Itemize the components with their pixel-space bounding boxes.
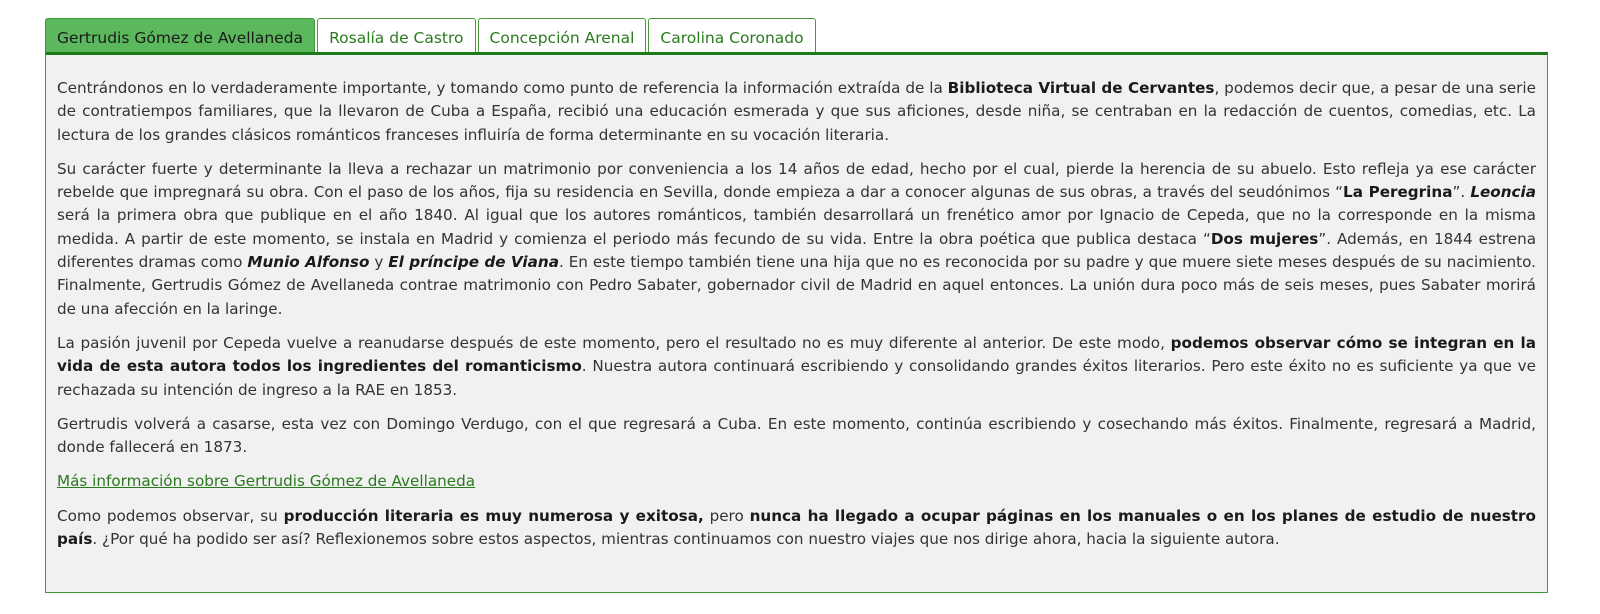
work-title: El príncipe de Viana xyxy=(388,253,559,272)
text: Gertrudis volverá a casarse, esta vez con Domingo Verdugo, con el que regresará a Cuba. En este momento, continúa escribiendo y cosechando más éxitos. Finalmente, regresará a Madrid, donde fallecerá en 1873. xyxy=(57,414,1536,457)
text: La pasión juvenil por Cepeda vuelve a reanudarse después de este momento, pero el resultado no es muy diferente al anterior. De este modo, xyxy=(57,333,1171,352)
bold-text: podemos observar cómo se integran en la vida de esta autora todos los ingredientes del romanticismo xyxy=(57,333,1536,376)
paragraph-6 xyxy=(57,505,1536,552)
text: . En este tiempo también tiene una hija que no es reconocida por su padre y que muere siete meses después de su nacimiento. Finalmente, Gertrudis Gómez de Avellaneda contrae matrimonio con Pedro Sabater, gobernador civil de Madrid en aquel entonces. La unión dura poco más de seis meses, pues Sabater morirá de una afección en la laringe. xyxy=(57,253,1536,318)
paragraph-2 xyxy=(57,158,1536,321)
bold-text: Dos mujeres xyxy=(1210,229,1319,248)
paragraph-4 xyxy=(57,413,1536,460)
paragraph-1 xyxy=(57,77,1536,147)
text: pero xyxy=(703,506,750,525)
more-info-paragraph xyxy=(57,470,1536,493)
text: ”. xyxy=(1452,183,1471,202)
tab-concepcion-arenal[interactable]: Concepción Arenal xyxy=(478,18,647,52)
text: y xyxy=(369,253,389,272)
paragraph-3 xyxy=(57,332,1536,402)
text: Como podemos observar, su xyxy=(57,506,284,525)
text: . Nuestra autora continuará escribiendo y consolidando grandes éxitos literarios. Pero este éxito no es suficiente ya que ve rechazada su intención de ingreso a la RAE en 1853. xyxy=(57,357,1536,399)
tab-container xyxy=(45,18,1548,593)
work-title: Leoncia xyxy=(1470,183,1536,202)
tab-bar xyxy=(45,18,1548,52)
work-title: Munio Alfonso xyxy=(247,253,370,272)
text: Centrándonos en lo verdaderamente importante, y tomando como punto de referencia la información extraída de la xyxy=(57,79,948,97)
tab-rosalia-de-castro[interactable]: Rosalía de Castro xyxy=(317,18,475,52)
bold-text: Biblioteca Virtual de Cervantes xyxy=(947,79,1215,97)
bold-text: producción literaria es muy numerosa y exitosa, xyxy=(283,506,704,525)
text: será la primera obra que publique en el año 1840. Al igual que los autores románticos, también desarrollará un frenético amor por Ignacio de Cepeda, que no la corresponde en la misma medida. A partir de este momento, se instala en Madrid y comienza el periodo más fecundo de su vida. Entre la obra poética que publica destaca “ xyxy=(57,206,1536,248)
bold-text: nunca ha llegado a ocupar páginas en los manuales o en los planes de estudio de nuestro país xyxy=(57,506,1536,549)
tab-panel xyxy=(45,52,1548,593)
text: , podemos decir que, a pesar de una serie de contratiempos familiares, que la llevaron de Cuba a España, recibió una educación esmerada y que sus aficiones, desde niña, se centraban en la redacción de cuentos, comedias, etc. La lectura de los grandes clásicos románticos franceses influiría de forma determinante en su vocación literaria. xyxy=(57,79,1536,144)
bold-text: La Peregrina xyxy=(1343,183,1453,202)
text: . ¿Por qué ha podido ser así? Reflexionemos sobre estos aspectos, mientras continuamos con nuestro viajes que nos dirige ahora, hacia la siguiente autora. xyxy=(92,530,1280,549)
more-info-link[interactable]: Más información sobre Gertrudis Gómez de Avellaneda xyxy=(57,472,476,491)
tab-carolina-coronado[interactable]: Carolina Coronado xyxy=(648,18,815,52)
text: Su carácter fuerte y determinante la lleva a rechazar un matrimonio por conveniencia a los 14 años de edad, hecho por el cual, pierde la herencia de su abuelo. Esto refleja ya ese carácter rebelde que impregnará su obra. Con el paso de los años, fija su residencia en Sevilla, donde empieza a dar a conocer algunas de sus obras, a través del seudónimos “ xyxy=(57,159,1536,202)
text: ”. Además, en 1844 estrena diferentes dramas como xyxy=(57,229,1536,272)
tab-gertrudis-gomez-de-avellaneda[interactable]: Gertrudis Gómez de Avellaneda xyxy=(45,18,315,52)
